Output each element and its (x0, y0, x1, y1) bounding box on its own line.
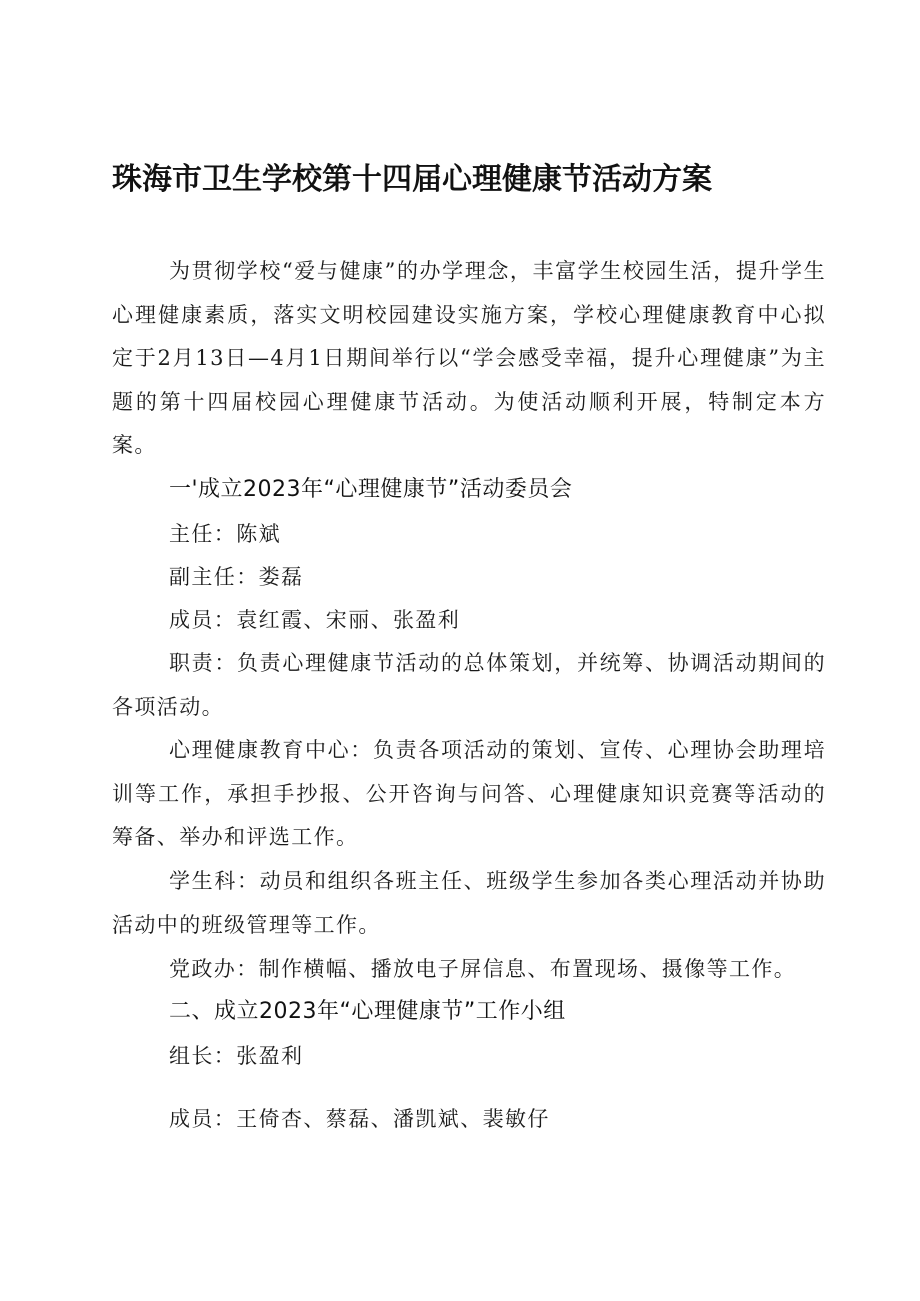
committee-duty: 职责：负责心理健康节活动的总体策划，并统筹、协调活动期间的各项活动。 (112, 651, 826, 719)
document-title: 珠海市卫生学校第十四届心理健康节活动方案 (112, 162, 712, 197)
section-1-heading: 一'成立2023年“心理健康节”活动委员会 (169, 477, 573, 502)
committee-director: 主任：陈斌 (169, 522, 281, 546)
workgroup-leader: 组长：张盈利 (169, 1044, 304, 1068)
committee-members: 成员：袁红霞、宋丽、张盈利 (169, 608, 461, 632)
party-office-duty: 党政办：制作横幅、播放电子屏信息、布置现场、摄像等工作。 (169, 957, 797, 981)
intro-paragraph: 为贯彻学校“爱与健康”的办学理念，丰富学生校园生活，提升学生心理健康素质，落实文明校园建设实施方案，学校心理健康教育中心拟定于2月13日—4月1日期间举行以“学会感受幸福，提升心理健康”为主题的第十四届校园心理健康节活动。为使活动顺利开展，特制定本方案。 (112, 259, 826, 457)
section-2-heading: 二、成立2023年“心理健康节”工作小组 (169, 999, 566, 1024)
committee-deputy-director: 副主任：娄磊 (169, 565, 304, 589)
workgroup-members: 成员：王倚杏、蔡磊、潘凯斌、裴敏仔 (169, 1107, 550, 1131)
student-dept-duty: 学生科：动员和组织各班主任、班级学生参加各类心理活动并协助活动中的班级管理等工作。 (112, 869, 826, 937)
psych-center-duty: 心理健康教育中心：负责各项活动的策划、宣传、心理协会助理培训等工作，承担手抄报、公开咨询与问答、心理健康知识竞赛等活动的筹备、举办和评选工作。 (112, 738, 826, 849)
